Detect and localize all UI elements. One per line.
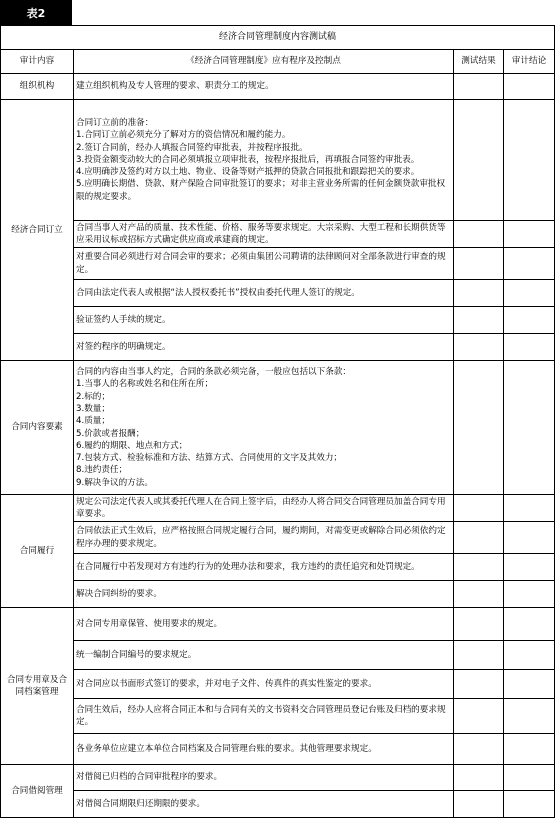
test-result-cell[interactable] [454, 791, 504, 818]
audit-conclusion-cell[interactable] [504, 334, 555, 361]
procedure-cell [74, 641, 454, 670]
audit-category-cell: 合同内容要素 [1, 361, 74, 495]
procedure-cell [74, 280, 454, 307]
header-test-result: 测试结果 [454, 50, 504, 74]
procedure-line: 3.投资金额变动较大的合同必须填报立项审批表，按程序报批后，再填报合同签约审批表。 [76, 154, 420, 165]
table-row [1, 74, 555, 100]
procedure-cell [74, 100, 454, 221]
procedure-cell [74, 608, 454, 641]
test-result-cell[interactable] [454, 495, 504, 522]
procedure-line: 4.质量； [76, 416, 110, 427]
header-audit-content: 审计内容 [1, 50, 74, 74]
test-result-cell[interactable] [454, 608, 504, 641]
test-result-cell[interactable] [454, 699, 504, 734]
procedure-line: 2.签订合同前，经办人填报合同签约审批表，并按程序报批。 [76, 142, 308, 153]
test-result-cell[interactable] [454, 734, 504, 765]
procedure-line: 规定公司法定代表人或其委托代理人在合同上签字后，由经办人将合同交合同管理员加盖合同专用章要求。 [76, 496, 446, 519]
procedure-cell [74, 307, 454, 334]
test-result-cell[interactable] [454, 307, 504, 334]
table-row [1, 734, 555, 765]
procedure-cell [74, 522, 454, 554]
procedure-cell [74, 791, 454, 818]
audit-conclusion-cell[interactable] [504, 307, 555, 334]
audit-conclusion-cell[interactable] [504, 495, 555, 522]
test-result-cell[interactable] [454, 361, 504, 495]
header-procedures: 《经济合同管理制度》应有程序及控制点 [74, 50, 454, 74]
test-result-cell[interactable] [454, 554, 504, 581]
test-result-cell[interactable] [454, 280, 504, 307]
procedure-line: 4.应明确涉及签约对方以土地、物业、设备等财产抵押的贷款合同报批和跟踪把关的要求。 [76, 167, 420, 178]
procedure-line: 合同由法定代表人或根据“法人授权委托书”授权由委托代理人签订的规定。 [76, 287, 360, 298]
audit-category-cell: 经济合同订立 [1, 100, 74, 361]
audit-conclusion-cell[interactable] [504, 554, 555, 581]
test-result-cell[interactable] [454, 334, 504, 361]
table-row [1, 100, 555, 221]
procedure-line: 9.解决争议的方法。 [76, 477, 153, 488]
table-row [1, 522, 555, 554]
audit-conclusion-cell[interactable] [504, 641, 555, 670]
procedure-line: 建立组织机构及专人管理的要求、职责分工的规定。 [76, 81, 274, 92]
table-row [1, 608, 555, 641]
procedure-line: 对借阅已归档的合同审批程序的要求。 [76, 772, 223, 783]
procedure-line: 在合同履行中若发现对方有违约行为的处理办法和要求，我方违约的责任追究和处罚规定。 [76, 561, 420, 572]
table-row [1, 248, 555, 280]
procedure-line: 对合同应以书面形式签订的要求，并对电子文件、传真件的真实性鉴定的要求。 [76, 678, 377, 689]
procedure-line: 3.数量； [76, 403, 110, 414]
procedure-line: 6.履约的期限、地点和方式； [76, 440, 188, 451]
procedure-cell [74, 361, 454, 495]
header-audit-conclusion: 审计结论 [504, 50, 555, 74]
test-result-cell[interactable] [454, 221, 504, 248]
table-row [1, 554, 555, 581]
procedure-line: 对合同专用章保管、使用要求的规定。 [76, 618, 223, 629]
audit-conclusion-cell[interactable] [504, 74, 555, 100]
test-result-cell[interactable] [454, 248, 504, 280]
procedure-line: 对重要合同必须进行对合同会审的要求；必须由集团公司聘请的法律顾问对全部条款进行审查的规定。 [76, 252, 446, 275]
audit-table [0, 25, 555, 818]
test-result-cell[interactable] [454, 765, 504, 791]
test-result-cell[interactable] [454, 522, 504, 554]
audit-conclusion-cell[interactable] [504, 734, 555, 765]
table-row [1, 670, 555, 699]
audit-conclusion-cell[interactable] [504, 280, 555, 307]
table-row [1, 307, 555, 334]
audit-category-cell: 合同专用章及合同档案管理 [1, 608, 74, 765]
table-row [1, 581, 555, 608]
audit-conclusion-cell[interactable] [504, 608, 555, 641]
procedure-line: 8.违约责任； [76, 465, 128, 476]
table-row [1, 221, 555, 248]
procedure-line: 合同的内容由当事人约定，合同的条款必须完备，一般应包括以下条款： [76, 367, 352, 378]
audit-conclusion-cell[interactable] [504, 221, 555, 248]
procedure-cell [74, 699, 454, 734]
audit-conclusion-cell[interactable] [504, 791, 555, 818]
procedure-line: 合同当事人对产品的质量、技术性能、价格、服务等要求规定。大宗采购、大型工程和长期供货等应采用议标或招标方式确定供应商或承建商的规定。 [76, 222, 446, 245]
audit-conclusion-cell[interactable] [504, 522, 555, 554]
table-title: 经济合同管理制度内容测试稿 [1, 26, 555, 50]
table-row [1, 334, 555, 361]
procedure-line: 各业务单位应建立本单位合同档案及合同管理台账的要求。其他管理要求规定。 [76, 743, 377, 754]
procedure-line: 对签约程序的明确规定。 [76, 341, 171, 352]
table-row [1, 699, 555, 734]
audit-conclusion-cell[interactable] [504, 765, 555, 791]
procedure-line: 合同生效后，经办人应将合同正本和与合同有关的文书资料交合同管理员登记台账及归档的要求规定。 [76, 704, 446, 727]
table-row [1, 791, 555, 818]
procedure-line: 合同订立前的准备： [76, 117, 154, 128]
test-result-cell[interactable] [454, 100, 504, 221]
procedure-cell [74, 495, 454, 522]
audit-conclusion-cell[interactable] [504, 670, 555, 699]
procedure-line: 验证签约人手续的规定。 [76, 314, 171, 325]
test-result-cell[interactable] [454, 670, 504, 699]
procedure-line: 1.合同订立前必须充分了解对方的资信情况和履约能力。 [76, 130, 291, 141]
table-row [1, 495, 555, 522]
table-row [1, 641, 555, 670]
procedure-line: 解决合同纠纷的要求。 [76, 588, 162, 599]
audit-conclusion-cell[interactable] [504, 248, 555, 280]
procedure-cell [74, 74, 454, 100]
audit-conclusion-cell[interactable] [504, 581, 555, 608]
procedure-line: 5.价款或者报酬； [76, 428, 145, 439]
procedure-cell [74, 670, 454, 699]
procedure-line: 统一编制合同编号的要求规定。 [76, 649, 197, 660]
procedure-line: 合同依法正式生效后，应严格按照合同规定履行合同，履约期间，对需变更或解除合同必须依约定程序办理的要求规定。 [76, 526, 446, 549]
procedure-cell [74, 765, 454, 791]
procedure-line: 对借阅合同期限归还期限的要求。 [76, 798, 205, 809]
procedure-line: 1.当事人的名称或姓名和住所在所； [76, 379, 214, 390]
procedure-cell [74, 734, 454, 765]
audit-conclusion-cell[interactable] [504, 361, 555, 495]
procedure-cell [74, 248, 454, 280]
test-result-cell[interactable] [454, 74, 504, 100]
table-row [1, 361, 555, 495]
procedure-line: 2.标的； [76, 391, 110, 402]
test-result-cell[interactable] [454, 581, 504, 608]
audit-conclusion-cell[interactable] [504, 699, 555, 734]
procedure-line: 7.包装方式、检验标准和方法、结算方式、合同使用的文字及其效力； [76, 453, 343, 464]
procedure-cell [74, 334, 454, 361]
procedure-cell [74, 221, 454, 248]
audit-conclusion-cell[interactable] [504, 100, 555, 221]
table-row [1, 765, 555, 791]
procedure-cell [74, 554, 454, 581]
audit-category-cell: 组织机构 [1, 74, 74, 100]
audit-category-cell: 合同履行 [1, 495, 74, 608]
test-result-cell[interactable] [454, 641, 504, 670]
table-row [1, 280, 555, 307]
table-number-tag: 表2 [0, 0, 72, 25]
procedure-line: 5.应明确长期借、贷款、财产保险合同审批签订的要求；对非主营业务所需的任何金额贷款审批权限的规定要求。 [76, 179, 446, 202]
procedure-cell [74, 581, 454, 608]
audit-category-cell: 合同借阅管理 [1, 765, 74, 818]
